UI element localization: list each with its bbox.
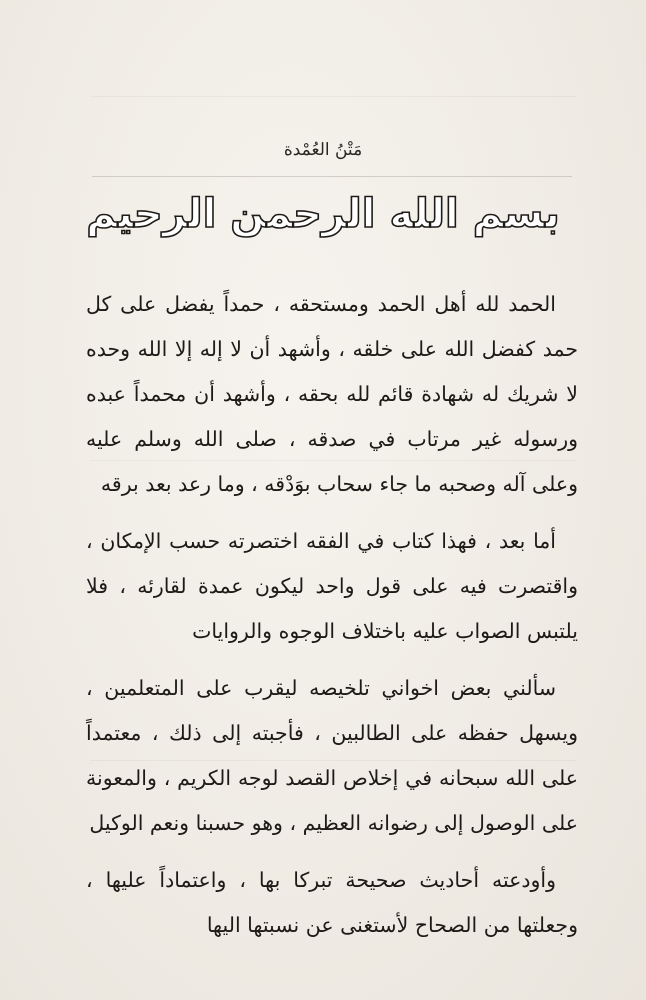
basmala-calligraphy (0, 184, 646, 244)
paragraph-request: سألني بعض اخواني تلخيصه ليقرب على المتعلمين ، ويسهل حفظه على الطالبين ، فأجبته إلى ذلك ، معتمداً على الله سبحانه في إخلاص القصد لوجه الكريم ، والمعونة على الوصول إلى رضوانه العظيم ، وهو حسبنا ونعم الوكيل (86, 676, 578, 835)
bleed-through-line (90, 96, 576, 97)
running-head: مَتْنُ العُمْدة (283, 140, 363, 160)
basmala-text: بسم الله الرحمن الرحيم (86, 191, 560, 237)
header-rule (92, 176, 572, 177)
body-text (86, 282, 578, 960)
paragraph-opening-praise: الحمد لله أهل الحمد ومستحقه ، حمداً يفضل على كل حمد كفضل الله على خلقه ، وأشهد أن لا إله إلا الله وحده لا شريك له شهادة قائم لله بحقه ، وأشهد أن محمداً عبده ورسوله غير مرتاب في صدقه ، صلى الله وسلم عليه وعلى آله وصحبه ما جاء سحاب بوَدْقه ، وما رعد بعد برقه (86, 292, 578, 496)
paragraph-book-purpose: أما بعد ، فهذا كتاب في الفقه اختصرته حسب الإمكان ، واقتصرت فيه على قول واحد ليكون عمدة لقارئه ، فلا يلتبس الصواب عليه باختلاف الوجوه والروايات (86, 529, 578, 643)
paragraph-hadith: وأودعته أحاديث صحيحة تبركا بها ، واعتماداً عليها ، وجعلتها من الصحاح لأستغنى عن نسبتها اليها (86, 868, 578, 937)
